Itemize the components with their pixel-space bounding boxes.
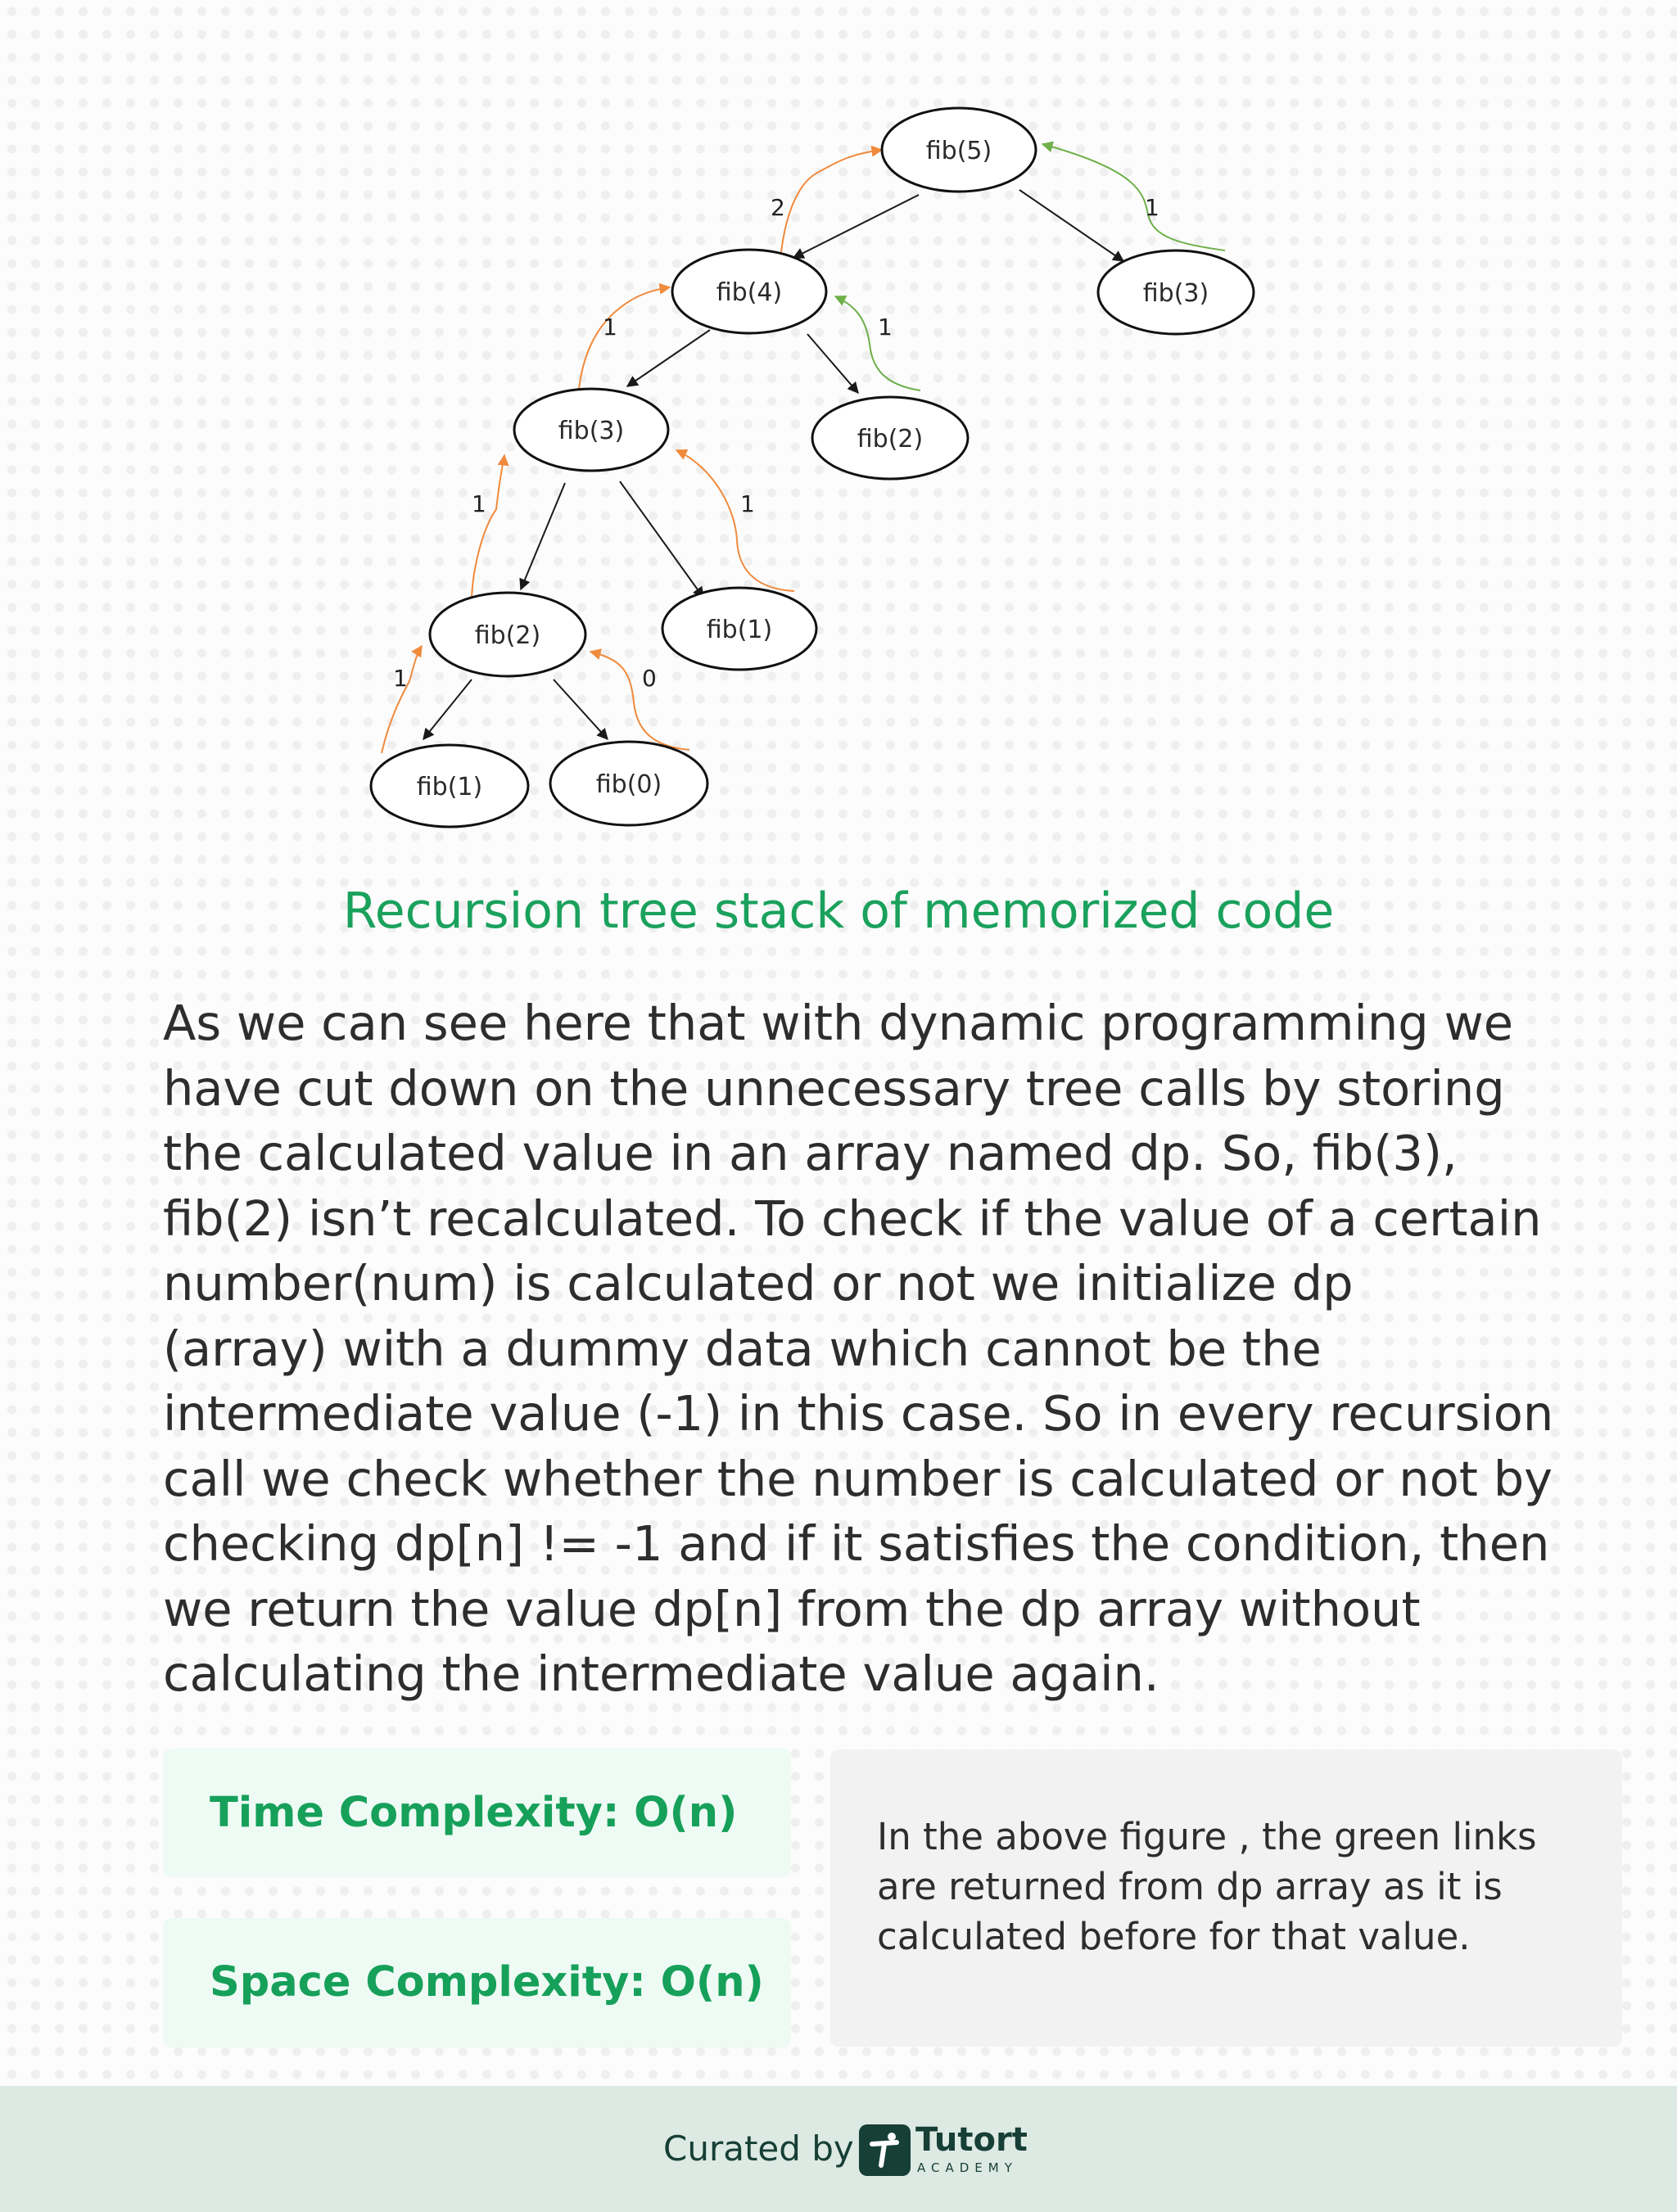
figure-note-box [830, 1749, 1622, 2047]
brand-name: Tutort [915, 2121, 1028, 2159]
return-link-fib4-to-fib5 [781, 150, 882, 252]
node-fib3 [514, 389, 668, 471]
paragraph-line: we return the value dp[n] from the dp array without [163, 1580, 1421, 1637]
return-label: 0 [642, 665, 657, 692]
return-label: 1 [393, 665, 408, 692]
node-label: fib(3) [558, 417, 625, 445]
return-link-fib3-to-fib4 [579, 287, 670, 390]
paragraph-line: have cut down on the unnecessary tree calls by storing [163, 1059, 1505, 1117]
node-fib2-right [812, 397, 968, 479]
node-fib5 [882, 108, 1036, 192]
edge-fib5-fib4 [793, 195, 919, 258]
return-link-fib1-to-fib2 [382, 646, 422, 753]
footer [0, 2086, 1677, 2212]
return-label: 1 [878, 314, 893, 341]
space-complexity-box: Space Complexity: O(n) [163, 1918, 791, 2047]
note-line: In the above figure , the green links [877, 1815, 1537, 1858]
node-fib2 [430, 593, 585, 676]
time-complexity-box: Time Complexity: O(n) [163, 1749, 791, 1877]
return-label: 1 [1145, 194, 1159, 221]
paragraph-line: the calculated value in an array named dp. So, fib(3), [163, 1125, 1458, 1181]
paragraph-line: intermediate value (-1) in this case. So in every recursion [163, 1385, 1554, 1442]
return-link-fib2-to-fib3 [472, 455, 504, 597]
node-label: fib(2) [474, 621, 541, 650]
paragraph-line: As we can see here that with dynamic programming we [163, 995, 1514, 1051]
node-fib1-left [371, 745, 528, 827]
return-label: 1 [472, 490, 486, 517]
paragraph-line: number(num) is calculated or not we initialize dp [163, 1255, 1354, 1311]
node-label: fib(1) [706, 616, 773, 644]
return-label: 2 [771, 194, 785, 221]
node-fib1-mid [662, 588, 816, 670]
edge-fib3-fib2 [521, 483, 565, 589]
tree-nodes [371, 108, 1254, 827]
curated-by-label: Curated by [663, 2128, 854, 2169]
node-label: fib(5) [925, 137, 992, 165]
return-label: 1 [740, 490, 755, 517]
explanation-paragraph [163, 991, 1653, 1707]
note-line: calculated before for that value. [877, 1915, 1471, 1958]
paragraph-line: fib(2) isn’t recalculated. To check if the value of a certain [163, 1190, 1542, 1247]
brand-subtitle: ACADEMY [917, 2160, 1018, 2175]
paragraph-line: calculating the intermediate value again. [163, 1645, 1159, 1702]
return-link-fib0-to-fib2 [590, 652, 689, 750]
edge-fib5-fib3 [1019, 190, 1123, 261]
paragraph-line: checking dp[n] != -1 and if it satisfies the condition, then [163, 1515, 1550, 1572]
node-fib3-right [1098, 251, 1254, 334]
note-line: are returned from dp array as it is [877, 1865, 1503, 1908]
return-link-fib1-to-fib3 [676, 450, 794, 591]
edge-fib4-fib2 [807, 334, 858, 393]
return-label: 1 [603, 314, 617, 341]
return-link-fib3-to-fib5 [1042, 144, 1225, 251]
node-fib4 [672, 250, 826, 333]
edge-fib2-fib1 [423, 679, 472, 739]
edge-fib3-fib1 [620, 481, 703, 598]
node-label: fib(0) [595, 770, 662, 799]
node-label: fib(3) [1142, 279, 1209, 308]
figure-caption: Recursion tree stack of memorized code [342, 883, 1335, 940]
edge-fib2-fib0 [554, 679, 608, 739]
node-label: fib(1) [416, 773, 483, 801]
tutort-logo-icon [859, 2124, 911, 2176]
paragraph-line: (array) with a dummy data which cannot be the [163, 1320, 1322, 1377]
recursion-tree-diagram [0, 0, 1677, 868]
node-label: fib(2) [857, 425, 924, 454]
node-fib0 [550, 742, 707, 825]
return-link-fib2-to-fib4 [835, 296, 920, 390]
node-label: fib(4) [716, 278, 783, 307]
edge-fib4-fib3 [627, 330, 710, 386]
paragraph-line: call we check whether the number is calculated or not by [163, 1450, 1553, 1507]
